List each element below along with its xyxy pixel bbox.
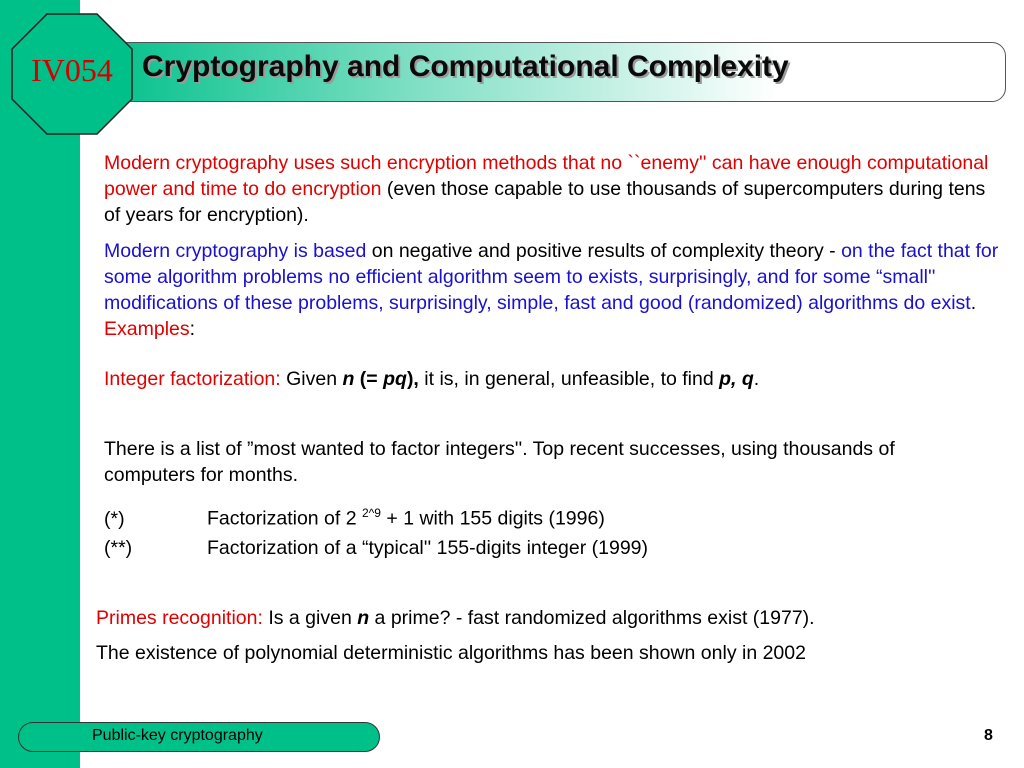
paragraph-factorization: Integer factorization: Given n (= pq), it is, in general, unfeasible, to find p, q. — [104, 368, 760, 390]
paragraph-polynomial: The existence of polynomial deterministic algorithms has been shown only in 2002 — [96, 642, 806, 664]
page-number: 8 — [984, 727, 993, 744]
paragraph-primes: Primes recognition: Is a given n a prime? - fast randomized algorithms exist (1977). — [96, 607, 815, 629]
course-code: IV054 — [31, 52, 113, 88]
list-item: (**) Factorization of a “typical'' 155-digits integer (1999) — [104, 537, 648, 559]
slide-title: Cryptography and Computational Complexity — [142, 50, 789, 83]
paragraph-intro: Modern cryptography uses such encryption methods that no ``enemy'' can have enough computational power and time to do encryption (even those capable to use thousands of supercomputers during tens of years for encryption). — [104, 152, 989, 226]
list-item: (*) Factorization of 2 $^{2\^{}9}$ + 1 with 155 digits (1996) — [104, 506, 605, 530]
paragraph-complexity: Modern cryptography is based on negative and positive results of complexity theory - on the fact that for some algorithm problems no efficient algorithm seem to exists, surprisingly, and for some “small'' modifications of these problems, surprisingly, simple, fast and good (randomized) algorithms do exist. Examples: — [104, 240, 999, 340]
paragraph-wanted-list: There is a list of ”most wanted to factor integers''. Top recent successes, using thousands of computers for months. — [104, 438, 895, 486]
footer-label: Public-key cryptography — [92, 727, 263, 744]
